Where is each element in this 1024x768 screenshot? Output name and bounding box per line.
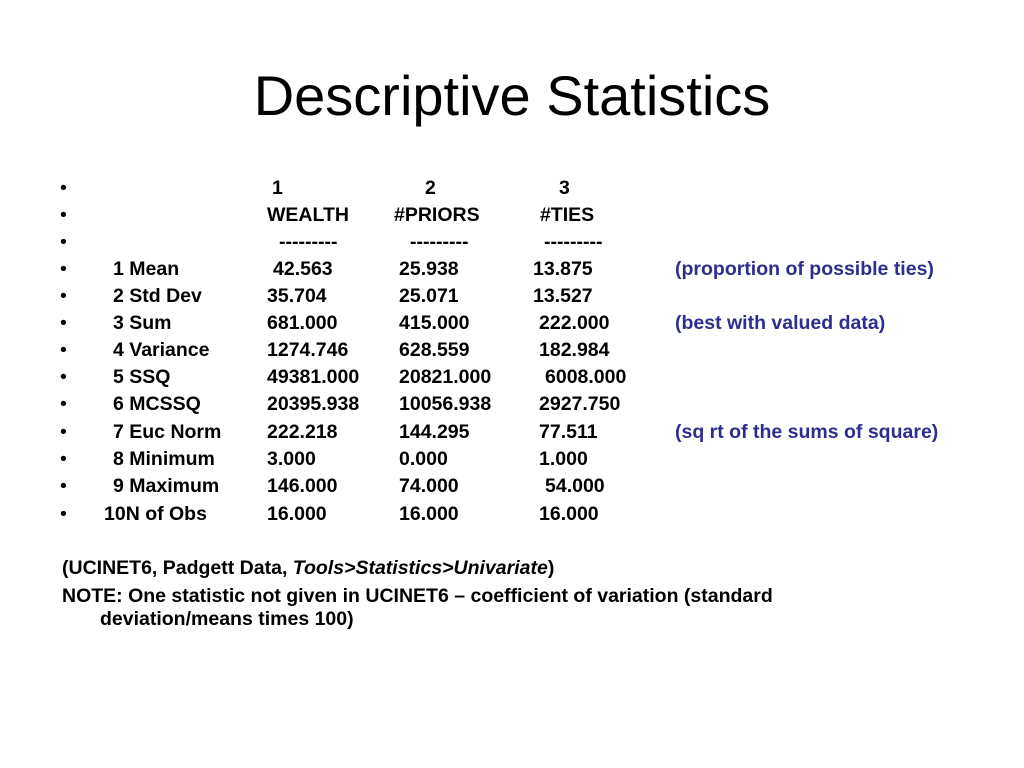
bullet: •: [60, 177, 67, 199]
note-line-1: NOTE: One statistic not given in UCINET6 – coefficient of variation (standard: [62, 585, 773, 607]
wealth-value: 1274.746: [267, 339, 349, 361]
bullet: •: [60, 231, 67, 253]
header-number-row: [0, 175, 1024, 202]
row-label: 10N of Obs: [104, 503, 207, 525]
bullet: •: [60, 503, 67, 525]
priors-value: 144.295: [399, 421, 470, 443]
stat-row-sum: [0, 310, 1024, 337]
stat-row-n-of-obs: [0, 501, 1024, 528]
bullet: •: [60, 312, 67, 334]
stat-row-mcssq: [0, 391, 1024, 418]
column-name-wealth: WEALTH: [267, 204, 349, 226]
bullet: •: [60, 258, 67, 280]
wealth-value: 16.000: [267, 503, 327, 525]
note-paragraph: [62, 585, 962, 631]
bullet: •: [60, 204, 67, 226]
ties-value: 54.000: [545, 475, 605, 497]
source-prefix: (UCINET6, Padgett Data,: [62, 557, 293, 579]
row-label: 2 Std Dev: [113, 285, 202, 307]
source-line: [62, 557, 962, 580]
wealth-value: 49381.000: [267, 366, 360, 388]
ties-value: 16.000: [539, 503, 599, 525]
row-label: 5 SSQ: [113, 366, 171, 388]
column-name-ties: #TIES: [540, 204, 595, 226]
bullet: •: [60, 421, 67, 443]
divider-col-1: ---------: [279, 231, 338, 253]
ties-value: 13.527: [533, 285, 593, 307]
column-number-3: 3: [559, 177, 570, 199]
bullet: •: [60, 339, 67, 361]
stat-row-euc-norm: [0, 419, 1024, 446]
priors-value: 0.000: [399, 448, 448, 470]
wealth-value: 146.000: [267, 475, 338, 497]
source-suffix: ): [547, 557, 555, 579]
row-label: 8 Minimum: [113, 448, 215, 470]
wealth-value: 681.000: [267, 312, 338, 334]
row-annotation: (proportion of possible ties): [675, 258, 934, 280]
row-label: 4 Variance: [113, 339, 210, 361]
stat-row-ssq: [0, 364, 1024, 391]
row-label: 6 MCSSQ: [113, 393, 201, 415]
priors-value: 20821.000: [399, 366, 492, 388]
wealth-value: 222.218: [267, 421, 338, 443]
wealth-value: 20395.938: [267, 393, 360, 415]
row-label: 7 Euc Norm: [113, 421, 222, 443]
bullet: •: [60, 475, 67, 497]
header-name-row: [0, 202, 1024, 229]
divider-col-3: ---------: [544, 231, 603, 253]
row-annotation: (sq rt of the sums of square): [675, 421, 939, 443]
stat-row-mean: [0, 256, 1024, 283]
priors-value: 10056.938: [399, 393, 492, 415]
ties-value: 13.875: [533, 258, 593, 280]
priors-value: 74.000: [399, 475, 459, 497]
stat-row-maximum: [0, 473, 1024, 500]
row-label: 1 Mean: [113, 258, 180, 280]
stat-row-std-dev: [0, 283, 1024, 310]
priors-value: 16.000: [399, 503, 459, 525]
ties-value: 77.511: [539, 421, 598, 443]
ties-value: 182.984: [539, 339, 610, 361]
column-name-priors: #PRIORS: [394, 204, 480, 226]
column-number-2: 2: [425, 177, 436, 199]
ties-value: 222.000: [539, 312, 610, 334]
divider-col-2: ---------: [410, 231, 469, 253]
bullet: •: [60, 285, 67, 307]
ties-value: 6008.000: [545, 366, 627, 388]
wealth-value: 42.563: [273, 258, 333, 280]
bullet: •: [60, 366, 67, 388]
row-annotation: (best with valued data): [675, 312, 886, 334]
note-line-2: deviation/means times 100): [100, 608, 354, 630]
bullet: •: [60, 393, 67, 415]
ties-value: 2927.750: [539, 393, 621, 415]
source-menu-path: Tools>Statistics>Univariate: [292, 557, 548, 579]
row-label: 9 Maximum: [113, 475, 220, 497]
wealth-value: 35.704: [267, 285, 327, 307]
priors-value: 415.000: [399, 312, 470, 334]
priors-value: 628.559: [399, 339, 470, 361]
divider-row: [0, 229, 1024, 256]
stat-row-variance: [0, 337, 1024, 364]
bullet: •: [60, 448, 67, 470]
stat-row-minimum: [0, 446, 1024, 473]
ties-value: 1.000: [539, 448, 588, 470]
slide-title: Descriptive Statistics: [253, 64, 771, 127]
wealth-value: 3.000: [267, 448, 316, 470]
priors-value: 25.071: [399, 285, 459, 307]
column-number-1: 1: [272, 177, 283, 199]
row-label: 3 Sum: [113, 312, 172, 334]
priors-value: 25.938: [399, 258, 459, 280]
